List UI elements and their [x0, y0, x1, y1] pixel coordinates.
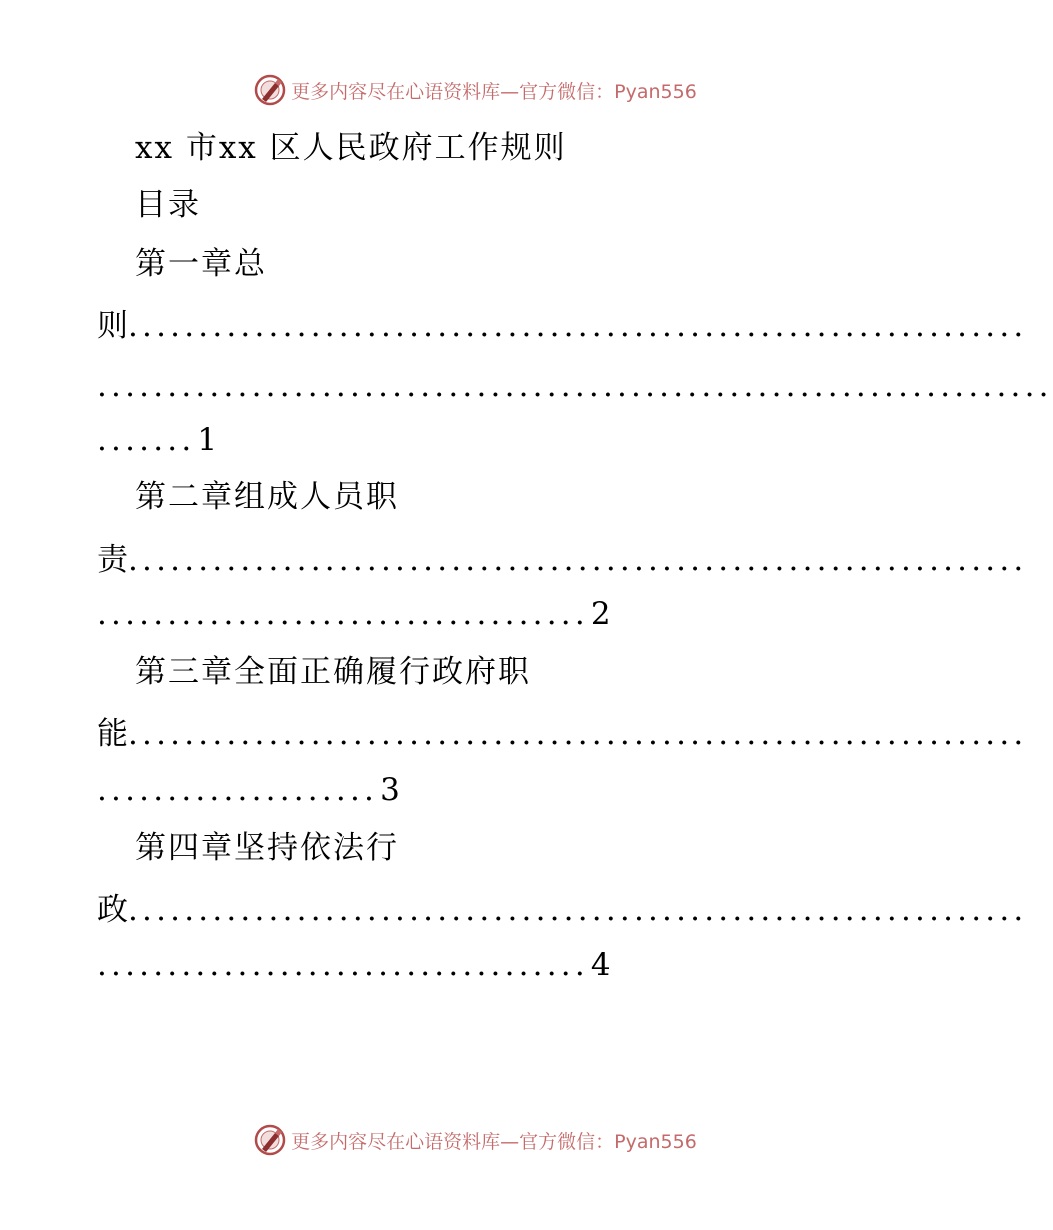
toc-entry-2-tail: 责	[97, 542, 128, 578]
toc-entry-2-line-2	[97, 594, 842, 634]
dot-leader: ................................................................	[128, 542, 1028, 578]
dot-leader: ................................................................	[128, 308, 1028, 344]
toc-entry-1-page: 1	[197, 422, 218, 458]
toc-entry-1-chapter: 第一章总	[135, 246, 267, 282]
watermark-text: 更多内容尽在心语资料库—官方微信：Pyan556	[291, 1130, 697, 1153]
dot-leader: ....................	[97, 772, 379, 808]
toc-entry-3-tail: 能	[97, 716, 128, 752]
toc-entry-4-page: 4	[590, 947, 611, 983]
watermark-text: 更多内容尽在心语资料库—官方微信：Pyan556	[291, 80, 697, 103]
toc-entry-3-line-2	[97, 770, 842, 810]
toc-entry-1-line-2	[97, 366, 1053, 406]
toc-entry-1-line-1	[97, 306, 1028, 346]
pen-logo-icon	[253, 73, 287, 107]
header-watermark	[0, 70, 950, 110]
toc-entry-1-tail: 则	[97, 308, 128, 344]
footer-watermark	[0, 1120, 950, 1160]
dot-leader: ................................................................	[128, 716, 1028, 752]
dot-leader: ....................................................................	[97, 368, 1053, 404]
toc-entry-1-line-3	[97, 420, 842, 460]
toc-entry-3-chapter: 第三章全面正确履行政府职	[135, 654, 531, 690]
toc-entry-3-page: 3	[380, 772, 400, 808]
toc-entry-2-line-1	[97, 540, 1028, 580]
document-title: xx 市xx 区人民政府工作规则	[135, 130, 567, 166]
toc-entry-4-line-2	[97, 945, 842, 985]
toc-heading: 目录	[135, 187, 201, 223]
toc-entry-4-chapter: 第四章坚持依法行	[135, 830, 399, 866]
toc-entry-2-chapter: 第二章组成人员职	[135, 479, 399, 515]
dot-leader: ...................................	[97, 947, 589, 983]
dot-leader: ...................................	[97, 596, 589, 632]
toc-entry-4-line-1	[97, 890, 1028, 930]
toc-entry-3-line-1	[97, 714, 1028, 754]
toc-entry-2-page: 2	[590, 596, 611, 632]
dot-leader: .......	[97, 422, 196, 458]
dot-leader: ................................................................	[128, 892, 1028, 928]
pen-logo-icon	[253, 1123, 287, 1157]
toc-entry-4-tail: 政	[97, 892, 128, 928]
